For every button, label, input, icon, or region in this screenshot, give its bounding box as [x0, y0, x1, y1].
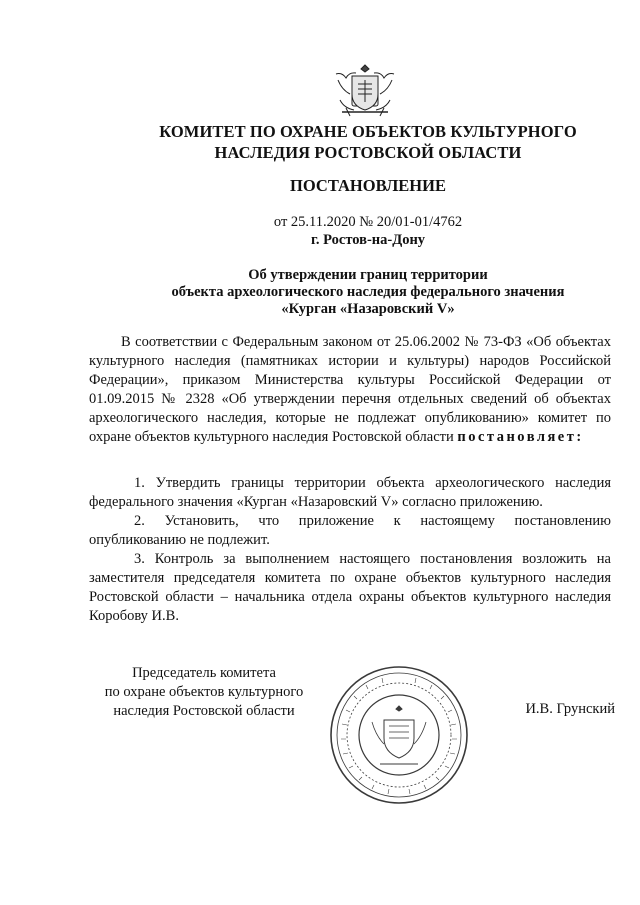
decree-word: постановляет:	[457, 429, 584, 445]
document-subject	[130, 267, 606, 318]
decree-items	[89, 474, 611, 626]
coat-of-arms-icon	[330, 62, 400, 120]
subject-line1: Об утверждении границ территории	[248, 267, 488, 283]
preamble-paragraph	[89, 333, 611, 447]
subject-line3: «Курган «Назаровский V»	[281, 301, 455, 317]
organization-title-line2: НАСЛЕДИЯ РОСТОВСКОЙ ОБЛАСТИ	[214, 143, 522, 162]
decree-item: 1. Утвердить границы территории объекта археологического наследия федерального значения «Курган «Назаровский V» согласно приложению.	[89, 475, 611, 510]
document-city: г. Ростов-на-Дону	[310, 232, 426, 248]
official-seal-icon	[328, 664, 470, 806]
signatory-name: И.В. Грунский	[525, 701, 615, 717]
decree-item: 2. Установить, что приложение к настоящему постановлению опубликованию не подлежит.	[89, 513, 611, 548]
organization-title	[120, 121, 616, 163]
signatory-title-line2: по охране объектов культурного	[104, 684, 304, 700]
document-type: ПОСТАНОВЛЕНИЕ	[290, 176, 446, 195]
decree-item: 3. Контроль за выполнением настоящего постановления возложить на заместителя председателя комитета по охране объектов культурного наследия Ростовской области – начальника отдела охраны объектов культурного наследия Коробову И.В.	[89, 551, 611, 624]
preamble-text: В соответствии с Федеральным законом от 25.06.2002 № 73-ФЗ «Об объектах культурного наследия (памятниках истории и культуры) народов Российской Федерации», приказом Министерства культуры Российской Федерации от 01.09.2015 № 2328 «Об утверждении перечня отдельных сведений об объектах археологического наследия, которые не подлежат опубликованию» комитет по охране объектов культурного наследия Ростовской области	[89, 334, 611, 445]
document-date-number: от 25.11.2020 № 20/01-01/4762	[273, 214, 463, 230]
subject-line2: объекта археологического наследия федерального значения	[171, 284, 565, 300]
organization-title-line1: КОМИТЕТ ПО ОХРАНЕ ОБЪЕКТОВ КУЛЬТУРНОГО	[159, 122, 577, 141]
signatory-title-line3: наследия Ростовской области	[113, 703, 295, 719]
signatory-title-line1: Председатель комитета	[132, 665, 276, 681]
signatory-title	[80, 664, 328, 721]
